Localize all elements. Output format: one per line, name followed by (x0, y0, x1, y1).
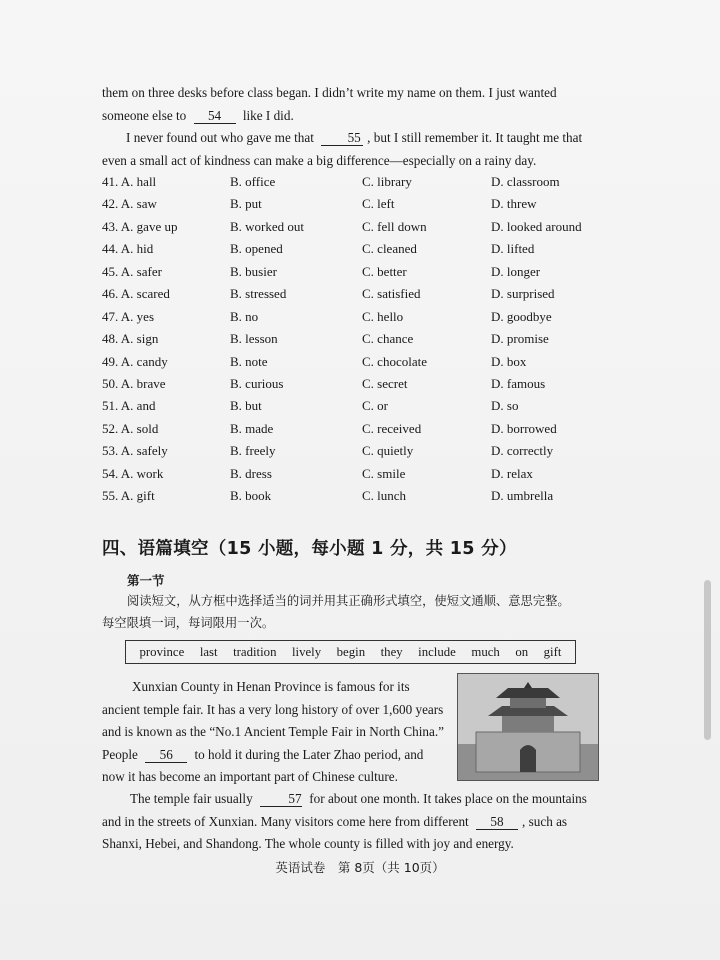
page-footer: 英语试卷 第 8页（共 10页） (275, 860, 445, 875)
passage-line: ancient temple fair. It has a very long history of over 1,600 years (102, 701, 444, 717)
scrollbar[interactable] (704, 580, 711, 740)
passage-line: someone else to 54 like I did. (102, 107, 294, 123)
passage-line: The temple fair usually 57 for about one month. It takes place on the mountains (130, 791, 587, 806)
blank-56: 56 (145, 747, 187, 763)
passage-line: even a small act of kindness can make a big difference—especially on a rainy day. (102, 152, 537, 168)
option-choice: B. opened (230, 241, 283, 257)
passage-line: I never found out who gave me that 55 , but I still remember it. It taught me that (126, 130, 583, 145)
option-choice: D. surprised (491, 286, 555, 302)
option-choice: 41. A. hall (102, 174, 157, 189)
option-choice: B. freely (230, 443, 276, 459)
temple-illustration (458, 674, 598, 780)
instruction-line-2: 每空限填一词，每词限用一次。 (102, 616, 275, 630)
option-choice: D. correctly (491, 443, 554, 459)
option-choice: 51. A. and (102, 398, 156, 414)
option-choice: C. fell down (362, 218, 427, 234)
option-choice: D. lifted (491, 241, 535, 257)
option-row (102, 463, 602, 485)
temple-photo (457, 673, 599, 781)
option-choice: B. curious (230, 375, 284, 391)
option-choice: 43. A. gave up (102, 218, 178, 234)
option-choice: B. dress (230, 465, 272, 481)
word-box-item: much (471, 644, 500, 659)
option-row (102, 351, 602, 373)
blank-58: 58 (476, 814, 518, 830)
option-row (102, 485, 602, 507)
word-box-item: they (380, 644, 403, 659)
option-choice: C. satisfied (362, 286, 421, 302)
option-choice: C. cleaned (362, 241, 417, 257)
passage-line: and is known as the “No.1 Ancient Temple Fair in North China.” (102, 724, 445, 739)
option-choice: C. chance (362, 331, 414, 347)
option-choice: B. made (230, 420, 274, 436)
passage-bottom-p2 (102, 788, 599, 856)
passage-line: now it has become an important part of Chinese culture. (102, 769, 398, 784)
option-choice: C. received (362, 420, 422, 436)
option-choice: D. classroom (491, 174, 560, 189)
option-choice: C. lunch (362, 488, 407, 504)
word-box-item: include (418, 644, 456, 659)
passage-top (102, 82, 599, 172)
option-choice: D. goodbye (491, 308, 552, 324)
section-subtitle: 第一节 (127, 573, 165, 588)
word-box-item: tradition (233, 644, 277, 659)
word-box-item: province (139, 644, 185, 659)
option-row (102, 306, 602, 328)
option-choice: B. worked out (230, 218, 305, 234)
option-choice: 53. A. safely (102, 443, 168, 459)
blank-55: 55 (321, 130, 363, 146)
option-choice: 47. A. yes (102, 308, 154, 324)
option-choice: D. umbrella (491, 488, 554, 504)
passage-line: Xunxian County in Henan Province is famous for its (132, 679, 410, 694)
word-box (125, 640, 576, 664)
option-choice: B. office (230, 174, 276, 189)
option-choice: 55. A. gift (102, 488, 155, 504)
instruction-line-1: 阅读短文，从方框中选择适当的词并用其正确形式填空，使短文通顺、意思完整。 (127, 594, 570, 608)
option-choice: D. famous (491, 375, 546, 391)
option-choice: C. quietly (362, 443, 414, 459)
option-row (102, 418, 602, 440)
word-box-item: last (199, 644, 218, 659)
option-row (102, 283, 602, 305)
option-choice: B. no (230, 308, 259, 324)
option-choice: B. stressed (230, 286, 287, 302)
option-choice: 42. A. saw (102, 196, 157, 212)
passage-bottom-p1 (102, 676, 446, 789)
option-row (102, 440, 602, 462)
passage-line: them on three desks before class began. I didn’t write my name on them. I just wanted (102, 85, 557, 100)
option-row (102, 193, 602, 215)
option-choice: 45. A. safer (102, 263, 162, 279)
blank-57: 57 (260, 791, 302, 807)
blank-54: 54 (194, 108, 236, 124)
option-choice: C. library (362, 174, 412, 189)
option-choice: D. borrowed (491, 420, 557, 436)
option-choice: C. secret (362, 375, 408, 391)
option-choice: C. better (362, 263, 407, 279)
option-choice: D. threw (491, 196, 537, 212)
option-choice: D. so (491, 398, 519, 414)
option-choice: B. put (230, 196, 262, 212)
option-choice: D. box (491, 353, 527, 369)
option-choice: 48. A. sign (102, 331, 159, 347)
passage-line: Shanxi, Hebei, and Shandong. The whole county is filled with joy and energy. (102, 836, 514, 851)
option-row (102, 373, 602, 395)
word-box-item: gift (543, 644, 562, 659)
option-choice: 54. A. work (102, 465, 164, 481)
option-row (102, 395, 602, 417)
option-choice: C. or (362, 398, 388, 414)
option-choice: C. smile (362, 465, 406, 481)
passage-line: and in the streets of Xunxian. Many visitors come here from different 58 , such as (102, 813, 568, 829)
section-title: 四、语篇填空（15 小题，每小题 1 分，共 15 分） (102, 539, 517, 559)
option-choice: D. relax (491, 465, 533, 481)
option-choice: 52. A. sold (102, 420, 159, 436)
word-box-item: begin (336, 644, 366, 659)
option-choice: C. left (362, 196, 395, 212)
option-choice: B. note (230, 353, 268, 369)
passage-line: People 56 to hold it during the Later Zhao period, and (102, 746, 424, 762)
option-choice: D. looked around (491, 218, 582, 234)
option-choice: 44. A. hid (102, 241, 154, 257)
option-choice: D. longer (491, 263, 541, 279)
option-choice: B. busier (230, 263, 277, 279)
option-choice: 46. A. scared (102, 286, 170, 302)
option-row (102, 216, 602, 238)
option-choice: 49. A. candy (102, 353, 168, 369)
option-choice: B. but (230, 398, 262, 414)
option-choice: B. book (230, 488, 272, 504)
option-row (102, 171, 602, 193)
option-choice: C. chocolate (362, 353, 427, 369)
option-choice: D. promise (491, 331, 549, 347)
options-list (102, 171, 602, 508)
option-choice: B. lesson (230, 331, 278, 347)
option-row (102, 238, 602, 260)
option-row (102, 261, 602, 283)
word-box-item: lively (291, 644, 322, 659)
option-choice: C. hello (362, 308, 404, 324)
word-box-item: on (515, 644, 529, 659)
option-row (102, 328, 602, 350)
option-choice: 50. A. brave (102, 375, 166, 391)
